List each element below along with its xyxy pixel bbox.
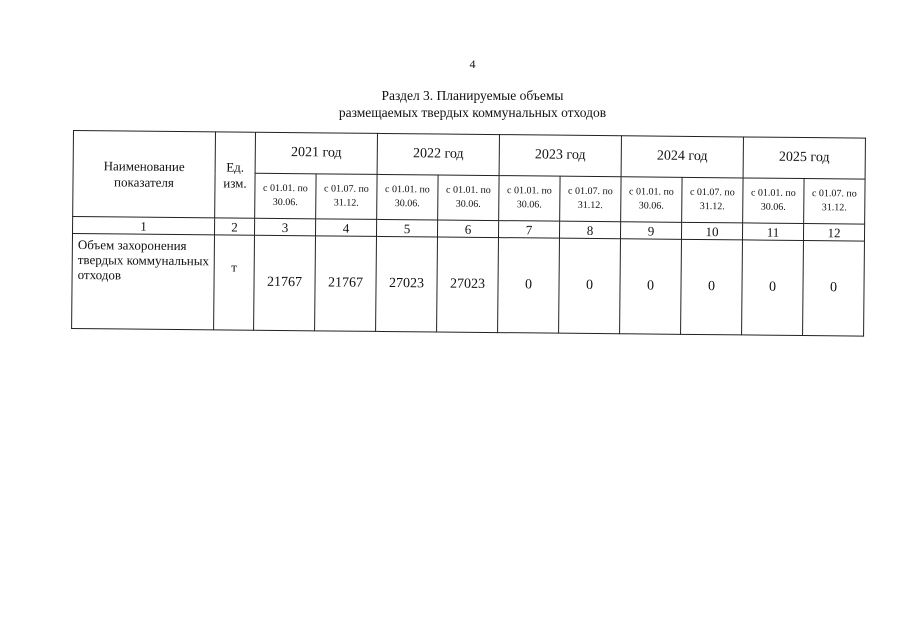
column-number: 7 <box>498 221 559 239</box>
header-period: с 01.01. по 30.06. <box>499 176 560 222</box>
volumes-table-container <box>71 130 865 337</box>
row-value: 27023 <box>376 236 438 332</box>
column-number: 12 <box>803 224 864 242</box>
header-period: с 01.01. по 30.06. <box>621 177 682 223</box>
section-title-line-2: размещаемых твердых коммунальных отходов <box>338 105 607 120</box>
row-value: 21767 <box>254 235 316 331</box>
column-number: 6 <box>437 220 498 238</box>
row-indicator-name: Объем захоронения твердых коммунальных отходов <box>72 234 215 330</box>
page-number: 4 <box>469 57 476 71</box>
header-period: с 01.01. по 30.06. <box>438 175 499 221</box>
header-year: 2021 год <box>255 132 377 174</box>
column-number: 1 <box>73 217 215 235</box>
row-value: 0 <box>620 239 682 335</box>
header-year: 2023 год <box>499 135 621 177</box>
header-period: с 01.01. по 30.06. <box>255 173 316 219</box>
column-number: 8 <box>559 221 620 239</box>
section-title-line-1: Раздел 3. Планируемые объемы <box>381 88 564 103</box>
header-period: с 01.07. по 31.12. <box>560 176 621 222</box>
header-period: с 01.07. по 31.12. <box>682 177 743 223</box>
row-value: 0 <box>742 240 804 336</box>
row-value: 0 <box>498 238 560 334</box>
row-value: 21767 <box>315 236 377 332</box>
header-period: с 01.07. по 31.12. <box>804 179 865 225</box>
column-number: 10 <box>681 222 742 240</box>
column-number: 2 <box>214 218 254 235</box>
header-year: 2025 год <box>743 137 865 179</box>
column-number: 3 <box>254 218 315 236</box>
column-number: 11 <box>742 223 803 241</box>
header-period: с 01.01. по 30.06. <box>377 174 438 220</box>
header-year: 2024 год <box>621 136 743 178</box>
table-row <box>72 234 865 337</box>
header-period: с 01.07. по 31.12. <box>316 174 377 220</box>
row-value: 0 <box>681 239 743 335</box>
row-value: 27023 <box>437 237 499 333</box>
column-number: 9 <box>620 222 681 240</box>
header-unit: Ед. изм. <box>215 132 256 218</box>
column-number: 5 <box>376 219 437 237</box>
column-number: 4 <box>315 219 376 237</box>
header-year: 2022 год <box>377 133 499 175</box>
volumes-table <box>71 130 866 337</box>
row-value: 0 <box>803 241 865 337</box>
row-unit: т <box>214 235 255 330</box>
row-value: 0 <box>559 238 621 334</box>
header-period: с 01.01. по 30.06. <box>743 178 804 224</box>
section-title <box>0 87 905 121</box>
header-row-years <box>73 131 865 180</box>
header-indicator-name: Наименование показателя <box>73 131 216 218</box>
